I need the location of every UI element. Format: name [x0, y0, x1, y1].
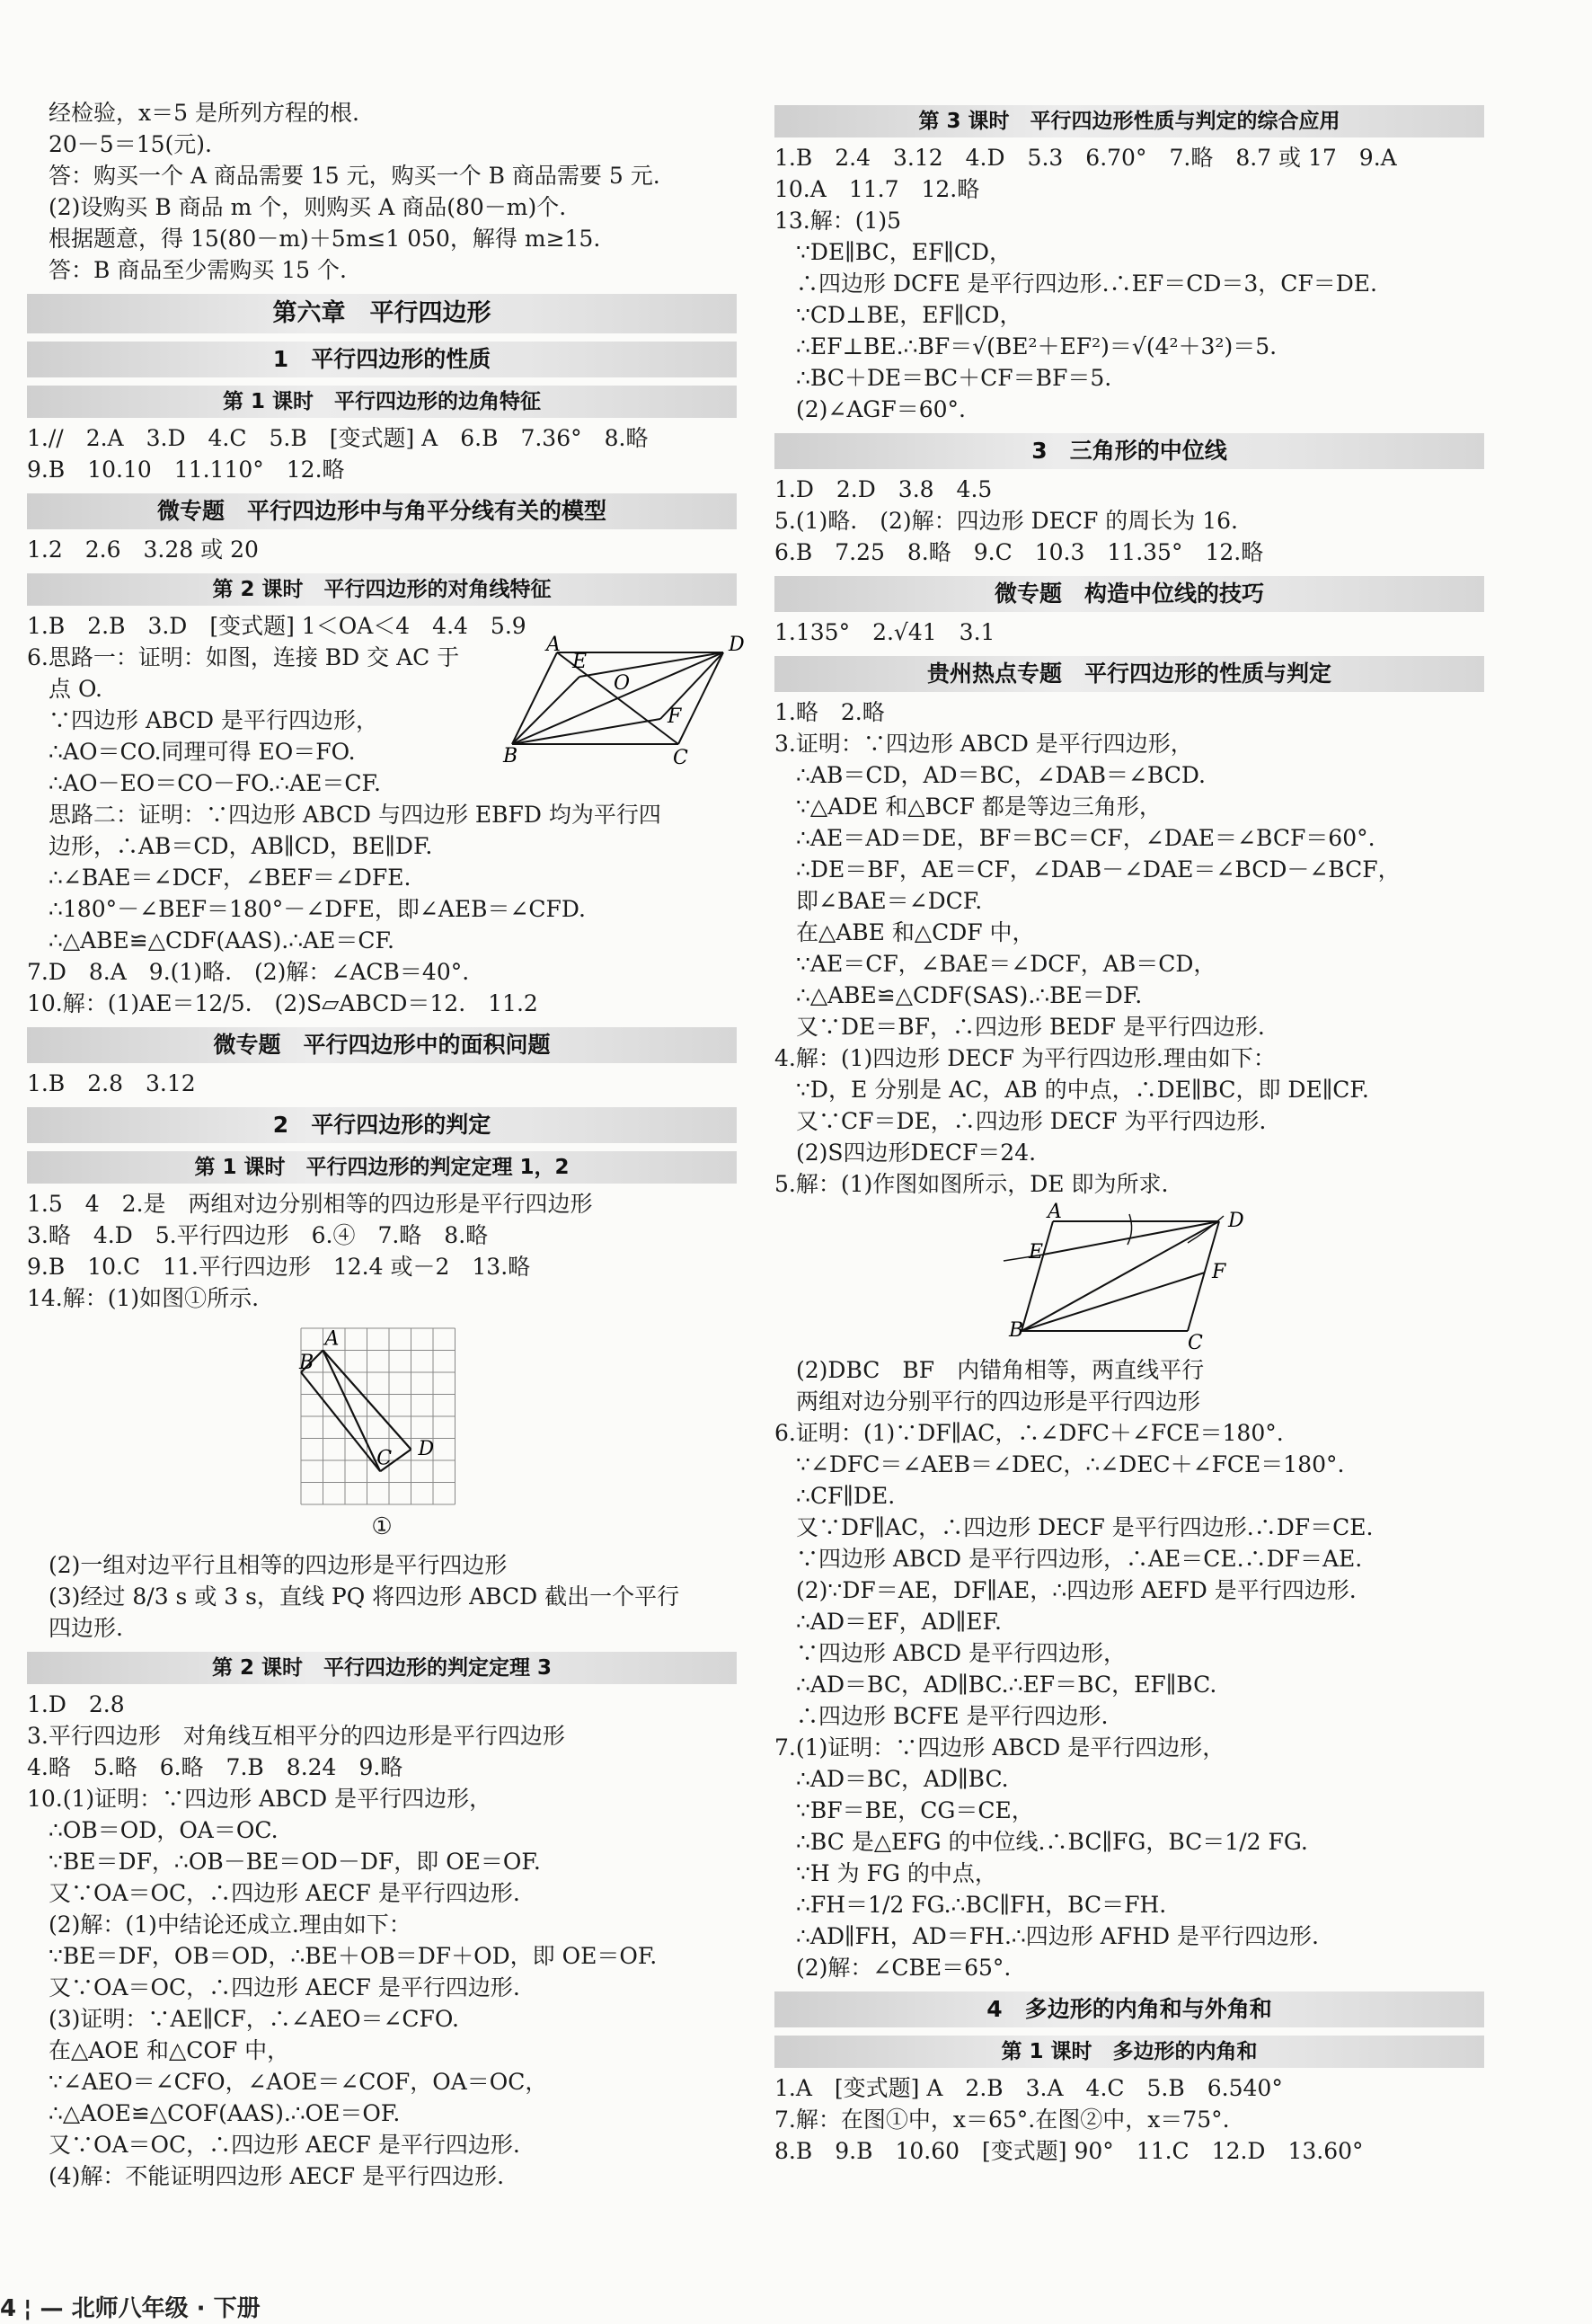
- answer-line: 8.B 9.B 10.60 [变式题] 90° 11.C 12.D 13.60°: [774, 2138, 1364, 2164]
- answer-line: 9.B 10.10 11.110° 12.略: [27, 457, 345, 483]
- answer-line: ∴AO－EO＝CO－FO.∴AE＝CF.: [49, 770, 381, 796]
- answer-line: 5.(1)略. (2)解：四边形 DECF 的周长为 16.: [774, 508, 1238, 534]
- answer-line: 1.135° 2.√41 3.1: [774, 619, 995, 645]
- section-heading: 1 平行四边形的性质: [27, 342, 737, 377]
- answer-line: 边形，∴AB＝CD，AB∥CD，BE∥DF.: [49, 833, 433, 859]
- answer-line: 又∵CF＝DE，∴四边形 DECF 为平行四边形.: [796, 1108, 1267, 1134]
- answer-line: ∵∠DFC＝∠AEB＝∠DEC，∴∠DEC＋∠FCE＝180°.: [796, 1451, 1345, 1477]
- answer-line: ∴AB＝CD，AD＝BC，∠DAB＝∠BCD.: [796, 762, 1206, 788]
- answer-line: 10.解：(1)AE＝12/5. (2)S▱ABCD＝12. 11.2: [27, 990, 538, 1016]
- answer-line: 1.2 2.6 3.28 或 20: [27, 537, 259, 563]
- answer-line: 又∵DE＝BF，∴四边形 BEDF 是平行四边形.: [796, 1014, 1265, 1040]
- answer-line: (2)S四边形DECF＝24.: [796, 1140, 1037, 1166]
- answer-line: (2)解：∠CBE＝65°.: [796, 1955, 1012, 1981]
- answer-line: (4)解：不能证明四边形 AECF 是平行四边形.: [49, 2163, 505, 2189]
- answer-line: ∴180°－∠BEF＝180°－∠DFE，即∠AEB＝∠CFD.: [49, 896, 586, 922]
- section-heading: 第 1 课时 多边形的内角和: [774, 2036, 1484, 2068]
- answer-line: 4.略 5.略 6.略 7.B 8.24 9.略: [27, 1754, 403, 1780]
- answer-line: ∵四边形 ABCD 是平行四边形，∴AE＝CE.∴DF＝AE.: [796, 1546, 1363, 1572]
- answer-line: 1.5 4 2.是 两组对边分别相等的四边形是平行四边形: [27, 1191, 593, 1217]
- answer-line: ∵D，E 分别是 AC，AB 的中点，∴DE∥BC，即 DE∥CF.: [796, 1077, 1369, 1103]
- section-heading: 第 2 课时 平行四边形的判定定理 3: [27, 1652, 737, 1684]
- section-heading: 第 1 课时 平行四边形的判定定理 1，2: [27, 1151, 737, 1184]
- parallelogram-figure-2: [774, 1201, 1484, 1354]
- answer-line: 1.B 2.4 3.12 4.D 5.3 6.70° 7.略 8.7 或 17 9.A: [774, 145, 1397, 171]
- vertex-label-d: D: [729, 634, 745, 656]
- answer-line: 6.思路一：证明：如图，连接 BD 交 AC 于 A D E O F B C: [27, 634, 745, 769]
- page-footer: [0, 2290, 261, 2323]
- answer-line: 13.解：(1)5: [774, 208, 902, 234]
- answer-line: 5.解：(1)作图如图所示，DE 即为所求.: [774, 1171, 1169, 1197]
- answer-line: 又∵OA＝OC，∴四边形 AECF 是平行四边形.: [49, 2132, 520, 2158]
- section-heading: 4 多边形的内角和与外角和: [774, 1991, 1484, 2027]
- answer-line: 3.略 4.D 5.平行四边形 6.④ 7.略 8.略: [27, 1222, 489, 1248]
- answer-line: ∴AD＝BC，AD∥BC.: [796, 1766, 1009, 1792]
- answer-line: 7.(1)证明：∵四边形 ABCD 是平行四边形，: [774, 1734, 1225, 1761]
- answer-line: (2)设购买 B 商品 m 个，则购买 A 商品(80－m)个.: [49, 194, 567, 220]
- answer-line: ∴△AOE≌△COF(AAS).∴OE＝OF.: [49, 2100, 401, 2126]
- answer-line: 1.B 2.B 3.D [变式题] 1＜OA＜4 4.4 5.9: [27, 613, 526, 639]
- answer-line: ∴AD＝BC，AD∥BC.∴EF＝BC，EF∥BC.: [796, 1672, 1217, 1698]
- answer-line: ∴BC＋DE＝BC＋CF＝BF＝5.: [796, 365, 1112, 391]
- answer-line: 四边形.: [49, 1615, 123, 1641]
- vertex-label-e: E: [1029, 1241, 1044, 1264]
- right-column: [774, 97, 1484, 2167]
- grid-label-b: B: [299, 1352, 314, 1374]
- answer-line: ∴DE＝BF，AE＝CF，∠DAB－∠DAE＝∠BCD－∠BCF，: [796, 856, 1401, 883]
- answer-line: 在△ABE 和△CDF 中，: [796, 919, 1035, 945]
- answer-line: ∴AO＝CO.同理可得 EO＝FO.: [49, 739, 356, 765]
- vertex-label-a: A: [546, 634, 561, 656]
- answer-line: ∵CD⊥BE，EF∥CD，: [796, 302, 1022, 328]
- page-number: 4: [0, 2295, 17, 2322]
- book-title: 北师八年级 · 下册: [71, 2295, 261, 2322]
- answer-line: ∵H 为 FG 的中点，: [796, 1860, 997, 1886]
- section-heading: 贵州热点专题 平行四边形的性质与判定: [774, 656, 1484, 692]
- answer-line: ∴AE＝AD＝DE，BF＝BC＝CF，∠DAE＝∠BCF＝60°.: [796, 825, 1375, 851]
- answer-line: 根据题意，得 15(80－m)＋5m≤1 050，解得 m≥15.: [49, 226, 601, 252]
- answer-line: 9.B 10.C 11.平行四边形 12.4 或－2 13.略: [27, 1254, 531, 1280]
- answer-line: 答：B 商品至少需购买 15 个.: [49, 257, 347, 283]
- vertex-label-e: E: [572, 651, 588, 673]
- section-heading: 第 2 课时 平行四边形的对角线特征: [27, 573, 737, 606]
- grid-figure: [27, 1319, 737, 1544]
- answer-line: ∴BC 是△EFG 的中位线.∴BC∥FG，BC＝1/2 FG.: [796, 1829, 1308, 1855]
- answer-line: 3.平行四边形 对角线互相平分的四边形是平行四边形: [27, 1723, 565, 1749]
- grid-label-a: A: [324, 1327, 340, 1351]
- answer-line: ∴四边形 DCFE 是平行四边形.∴EF＝CD＝3，CF＝DE.: [796, 271, 1377, 297]
- answer-line: ∴△ABE≌△CDF(SAS).∴BE＝DF.: [796, 982, 1143, 1008]
- vertex-label-c: C: [673, 747, 688, 769]
- answer-line: 6.证明：(1)∵DF∥AC，∴∠DFC＋∠FCE＝180°.: [774, 1420, 1284, 1446]
- answer-line: ∴OB＝OD，OA＝OC.: [49, 1817, 279, 1843]
- vertex-label-b: B: [503, 745, 518, 767]
- answer-line: ∴AD∥FH，AD＝FH.∴四边形 AFHD 是平行四边形.: [796, 1923, 1319, 1949]
- answer-line: 3.证明：∵四边形 ABCD 是平行四边形，: [774, 731, 1193, 757]
- answer-line: (3)经过 8/3 s 或 3 s，直线 PQ 将四边形 ABCD 截出一个平行: [49, 1583, 680, 1610]
- vertex-label-c: C: [1188, 1332, 1203, 1354]
- answer-line: 经检验，x＝5 是所列方程的根.: [49, 100, 359, 126]
- answer-line: ∴△ABE≌△CDF(AAS).∴AE＝CF.: [49, 927, 394, 954]
- answer-line: 答：购买一个 A 商品需要 15 元，购买一个 B 商品需要 5 元.: [49, 163, 660, 189]
- answer-line: (2)DBC BF 内错角相等，两直线平行: [796, 1357, 1205, 1383]
- answer-line: (2)∠AGF＝60°.: [796, 396, 966, 422]
- answer-line: ∵∠AEO＝∠CFO，∠AOE＝∠COF，OA＝OC，: [49, 2069, 548, 2095]
- answer-line: (2)解：(1)中结论还成立.理由如下：: [49, 1912, 411, 1938]
- answer-line: 又∵OA＝OC，∴四边形 AECF 是平行四边形.: [49, 1880, 520, 1906]
- answer-line: 1.D 2.D 3.8 4.5: [774, 476, 993, 502]
- answer-line: (3)证明：∵AE∥CF，∴∠AEO＝∠CFO.: [49, 2006, 459, 2032]
- answer-line: 1.略 2.略: [774, 699, 885, 725]
- section-heading: 微专题 平行四边形中的面积问题: [27, 1027, 737, 1063]
- answer-line: 7.解：在图①中，x＝65°.在图②中，x＝75°.: [774, 2107, 1230, 2133]
- section-heading: 第 1 课时 平行四边形的边角特征: [27, 386, 737, 418]
- answer-line: ∴FH＝1/2 FG.∴BC∥FH，BC＝FH.: [796, 1892, 1167, 1918]
- parallelogram-figure-1: [494, 634, 745, 771]
- answer-line: ∵BF＝BE，CG＝CE，: [796, 1797, 1034, 1823]
- answer-line: ∵DE∥BC，EF∥CD，: [796, 239, 1013, 265]
- footer-separator: ¦ —: [23, 2295, 72, 2322]
- answer-line: 10.(1)证明：∵四边形 ABCD 是平行四边形，: [27, 1786, 492, 1812]
- answer-line: 6.B 7.25 8.略 9.C 10.3 11.35° 12.略: [774, 539, 1264, 565]
- vertex-label-a: A: [1048, 1201, 1062, 1223]
- answer-line: 即∠BAE＝∠DCF.: [796, 888, 983, 914]
- vertex-label-o: O: [614, 672, 631, 695]
- answer-line: 20－5＝15(元).: [49, 131, 212, 157]
- answer-line: ∵BE＝DF，∴OB－BE＝OD－DF，即 OE＝OF.: [49, 1849, 541, 1875]
- answer-line: 10.A 11.7 12.略: [774, 176, 980, 202]
- answer-line: ∵AE＝CF，∠BAE＝∠DCF，AB＝CD，: [796, 951, 1216, 977]
- answer-line: 点 O.: [49, 676, 102, 702]
- answer-line: ∵四边形 ABCD 是平行四边形，: [49, 707, 378, 733]
- answer-line: 1.D 2.8: [27, 1691, 125, 1717]
- answer-line: 1.// 2.A 3.D 4.C 5.B [变式题] A 6.B 7.36° 8.略: [27, 425, 649, 451]
- vertex-label-d: D: [1228, 1210, 1244, 1232]
- grid-label-d: D: [418, 1437, 435, 1460]
- answer-line: ∵四边形 ABCD 是平行四边形，: [796, 1640, 1126, 1666]
- answer-line: 7.D 8.A 9.(1)略. (2)解：∠ACB＝40°.: [27, 959, 470, 985]
- section-heading: 3 三角形的中位线: [774, 433, 1484, 469]
- answer-line: 14.解：(1)如图①所示.: [27, 1285, 260, 1311]
- vertex-label-b: B: [1009, 1319, 1024, 1342]
- section-heading: 微专题 构造中位线的技巧: [774, 576, 1484, 612]
- vertex-label-f: F: [668, 705, 682, 728]
- answer-line: 又∵DF∥AC，∴四边形 DECF 是平行四边形.∴DF＝CE.: [796, 1514, 1374, 1540]
- left-column: [27, 97, 745, 2192]
- section-heading: 第六章 平行四边形: [27, 294, 737, 333]
- answer-line: ∵BE＝DF，OB＝OD，∴BE＋OB＝DF＋OD，即 OE＝OF.: [49, 1943, 658, 1969]
- figure-caption: ①: [371, 1513, 393, 1540]
- grid-label-c: C: [376, 1447, 393, 1470]
- answer-line: 在△AOE 和△COF 中，: [49, 2037, 290, 2063]
- section-heading: 微专题 平行四边形中与角平分线有关的模型: [27, 493, 737, 529]
- answer-line: ∴∠BAE＝∠DCF，∠BEF＝∠DFE.: [49, 865, 411, 891]
- answer-line: ∴AD＝EF，AD∥EF.: [796, 1609, 1002, 1635]
- section-heading: 第 3 课时 平行四边形性质与判定的综合应用: [774, 105, 1484, 137]
- answer-line: ∴EF⊥BE.∴BF＝√(BE²＋EF²)＝√(4²＋3²)＝5.: [796, 333, 1278, 359]
- answer-line: 两组对边分别平行的四边形是平行四边形: [796, 1388, 1201, 1415]
- section-heading: 2 平行四边形的判定: [27, 1107, 737, 1143]
- answer-line: 又∵OA＝OC，∴四边形 AECF 是平行四边形.: [49, 1974, 520, 2000]
- answer-line: 4.解：(1)四边形 DECF 为平行四边形.理由如下：: [774, 1045, 1276, 1071]
- answer-line: (2)∵DF＝AE，DF∥AE，∴四边形 AEFD 是平行四边形.: [796, 1577, 1357, 1603]
- answer-line: ∴四边形 BCFE 是平行四边形.: [796, 1703, 1109, 1729]
- answer-line: 思路二：证明：∵四边形 ABCD 与四边形 EBFD 均为平行四: [49, 802, 661, 828]
- answer-line: ∵△ADE 和△BCF 都是等边三角形，: [796, 794, 1162, 820]
- answer-line: 1.A [变式题] A 2.B 3.A 4.C 5.B 6.540°: [774, 2075, 1283, 2101]
- answer-line: 1.B 2.8 3.12: [27, 1070, 196, 1096]
- vertex-label-f: F: [1212, 1261, 1226, 1283]
- answer-line: ∴CF∥DE.: [796, 1483, 896, 1509]
- answer-line: (2)一组对边平行且相等的四边形是平行四边形: [49, 1552, 508, 1578]
